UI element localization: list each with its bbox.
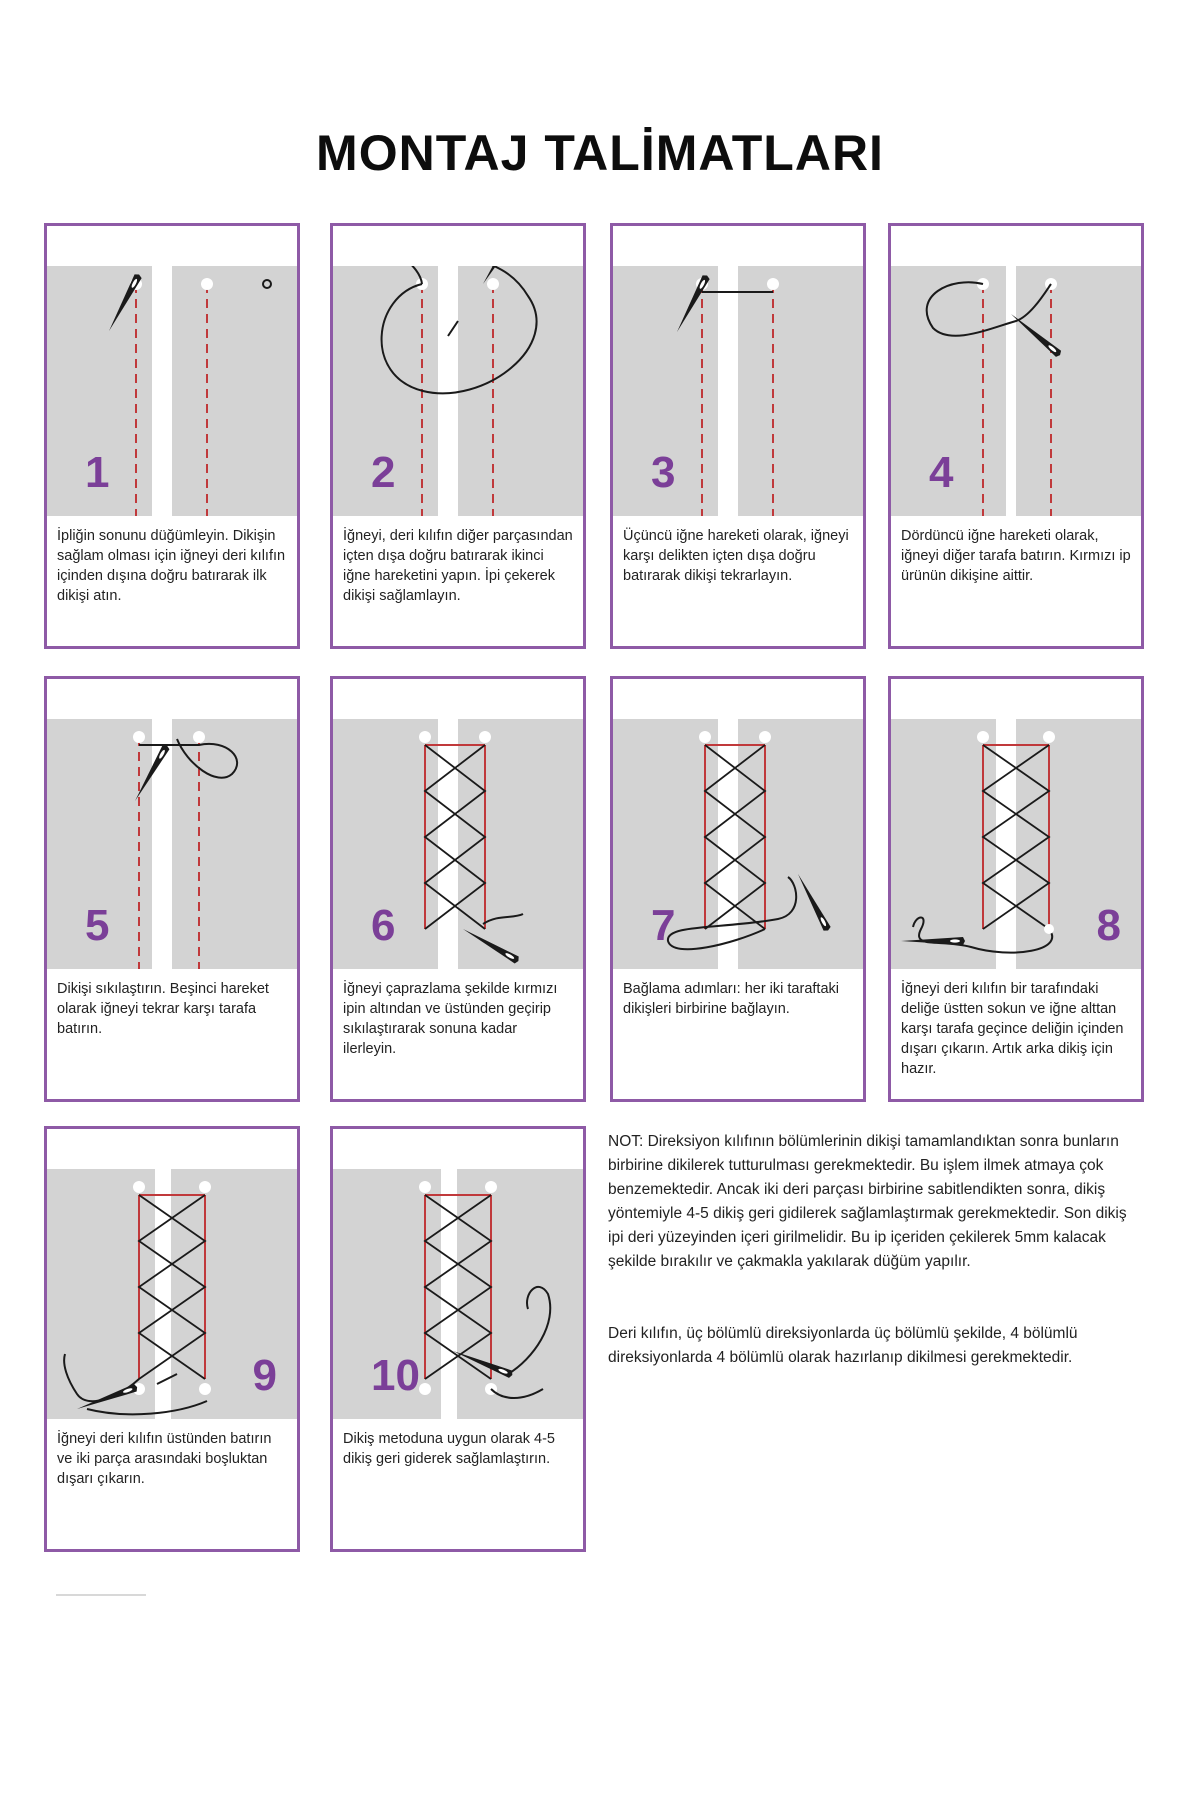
step-card-4 [888,223,1144,649]
step-number: 3 [651,448,676,497]
step-card-10 [330,1126,586,1552]
step-card-9 [44,1126,300,1552]
step-caption: Dikiş metoduna uygun olarak 4-5 dikiş geri giderek sağlamlaştırın. [343,1431,555,1467]
step-card-5 [44,676,300,1102]
step-card-3 [610,223,866,649]
step-caption: İpliğin sonunu düğümleyin. Dikişin sağlam olması için iğneyi deri kılıfın içinden dışına doğru batırarak ilk dikişi atın. [57,528,286,604]
step-caption: Üçüncü iğne hareketi olarak, iğneyi karşı delikten içten dışa doğru batırarak dikişi tekrarlayın. [623,528,849,584]
step-card-7 [610,676,866,1102]
step-number: 5 [85,901,110,950]
step-number: 8 [1096,901,1121,950]
step-card-2 [330,223,586,649]
step-card-8 [888,676,1144,1102]
note-paragraph-2: Deri kılıfın, üç bölümlü direksiyonlarda üç bölümlü şekilde, 4 bölümlü direksiyonlarda 4 bölümlü olarak hazırlanıp dikilmesi gerekmektedir. [608,1325,1078,1367]
step-caption: İğneyi deri kılıfın bir tarafındaki deliğe üstten sokun ve iğne alttan karşı tarafa geçince deliğin içinden dışarı çıkarın. Artık arka dikiş için hazır. [901,981,1124,1077]
page-title: MONTAJ TALİMATLARI [316,125,884,181]
step-card-6 [330,676,586,1102]
step-caption: İğneyi deri kılıfın üstünden batırın ve iki parça arasındaki boşluktan dışarı çıkarın. [57,1431,272,1487]
step-number: 1 [85,448,110,497]
step-number: 7 [651,901,676,950]
step-caption: İğneyi çaprazlama şekilde kırmızı ipin altından ve üstünden geçirip sıkılaştırarak sonuna kadar ilerleyin. [343,981,558,1057]
note-paragraph: NOT: Direksiyon kılıfının bölümlerinin dikişi tamamlandıktan sonra bunların birbirine dikilerek tutturulması gerekmektedir. Bu işlem ilmek atmaya çok benzemektedir. Ancak iki deri parçası birbirine sabitlendikten sonra, dikiş yöntemiyle 4-5 dikiş geri gidilerek sağlamlaştırmak gerekmektedir. Son dikiş ipi deri yüzeyinden içeri girilmelidir. Bu ip içeriden çekilerek 5mm kalacak şekilde bırakılır ve çakmakla yakılarak düğüm yapılır. [608,1133,1127,1271]
step-caption: Dördüncü iğne hareketi olarak, iğneyi diğer tarafa batırın. Kırmızı ip ürünün dikişine aittir. [901,528,1131,584]
step-number: 10 [371,1351,420,1400]
step-caption: Bağlama adımları: her iki taraftaki dikişleri birbirine bağlayın. [623,981,839,1017]
step-caption: Dikişi sıkılaştırın. Beşinci hareket olarak iğneyi tekrar karşı tarafa batırın. [57,981,269,1037]
step-caption: İğneyi, deri kılıfın diğer parçasından içten dışa doğru batırarak ikinci iğne hareketini yapın. İpi çekerek dikişi sağlamlayın. [343,528,573,604]
step-number: 2 [371,448,396,497]
step-number: 9 [252,1351,277,1400]
step-number: 6 [371,901,396,950]
step-card-1 [44,223,300,649]
divider [56,1594,146,1596]
step-number: 4 [929,448,954,497]
